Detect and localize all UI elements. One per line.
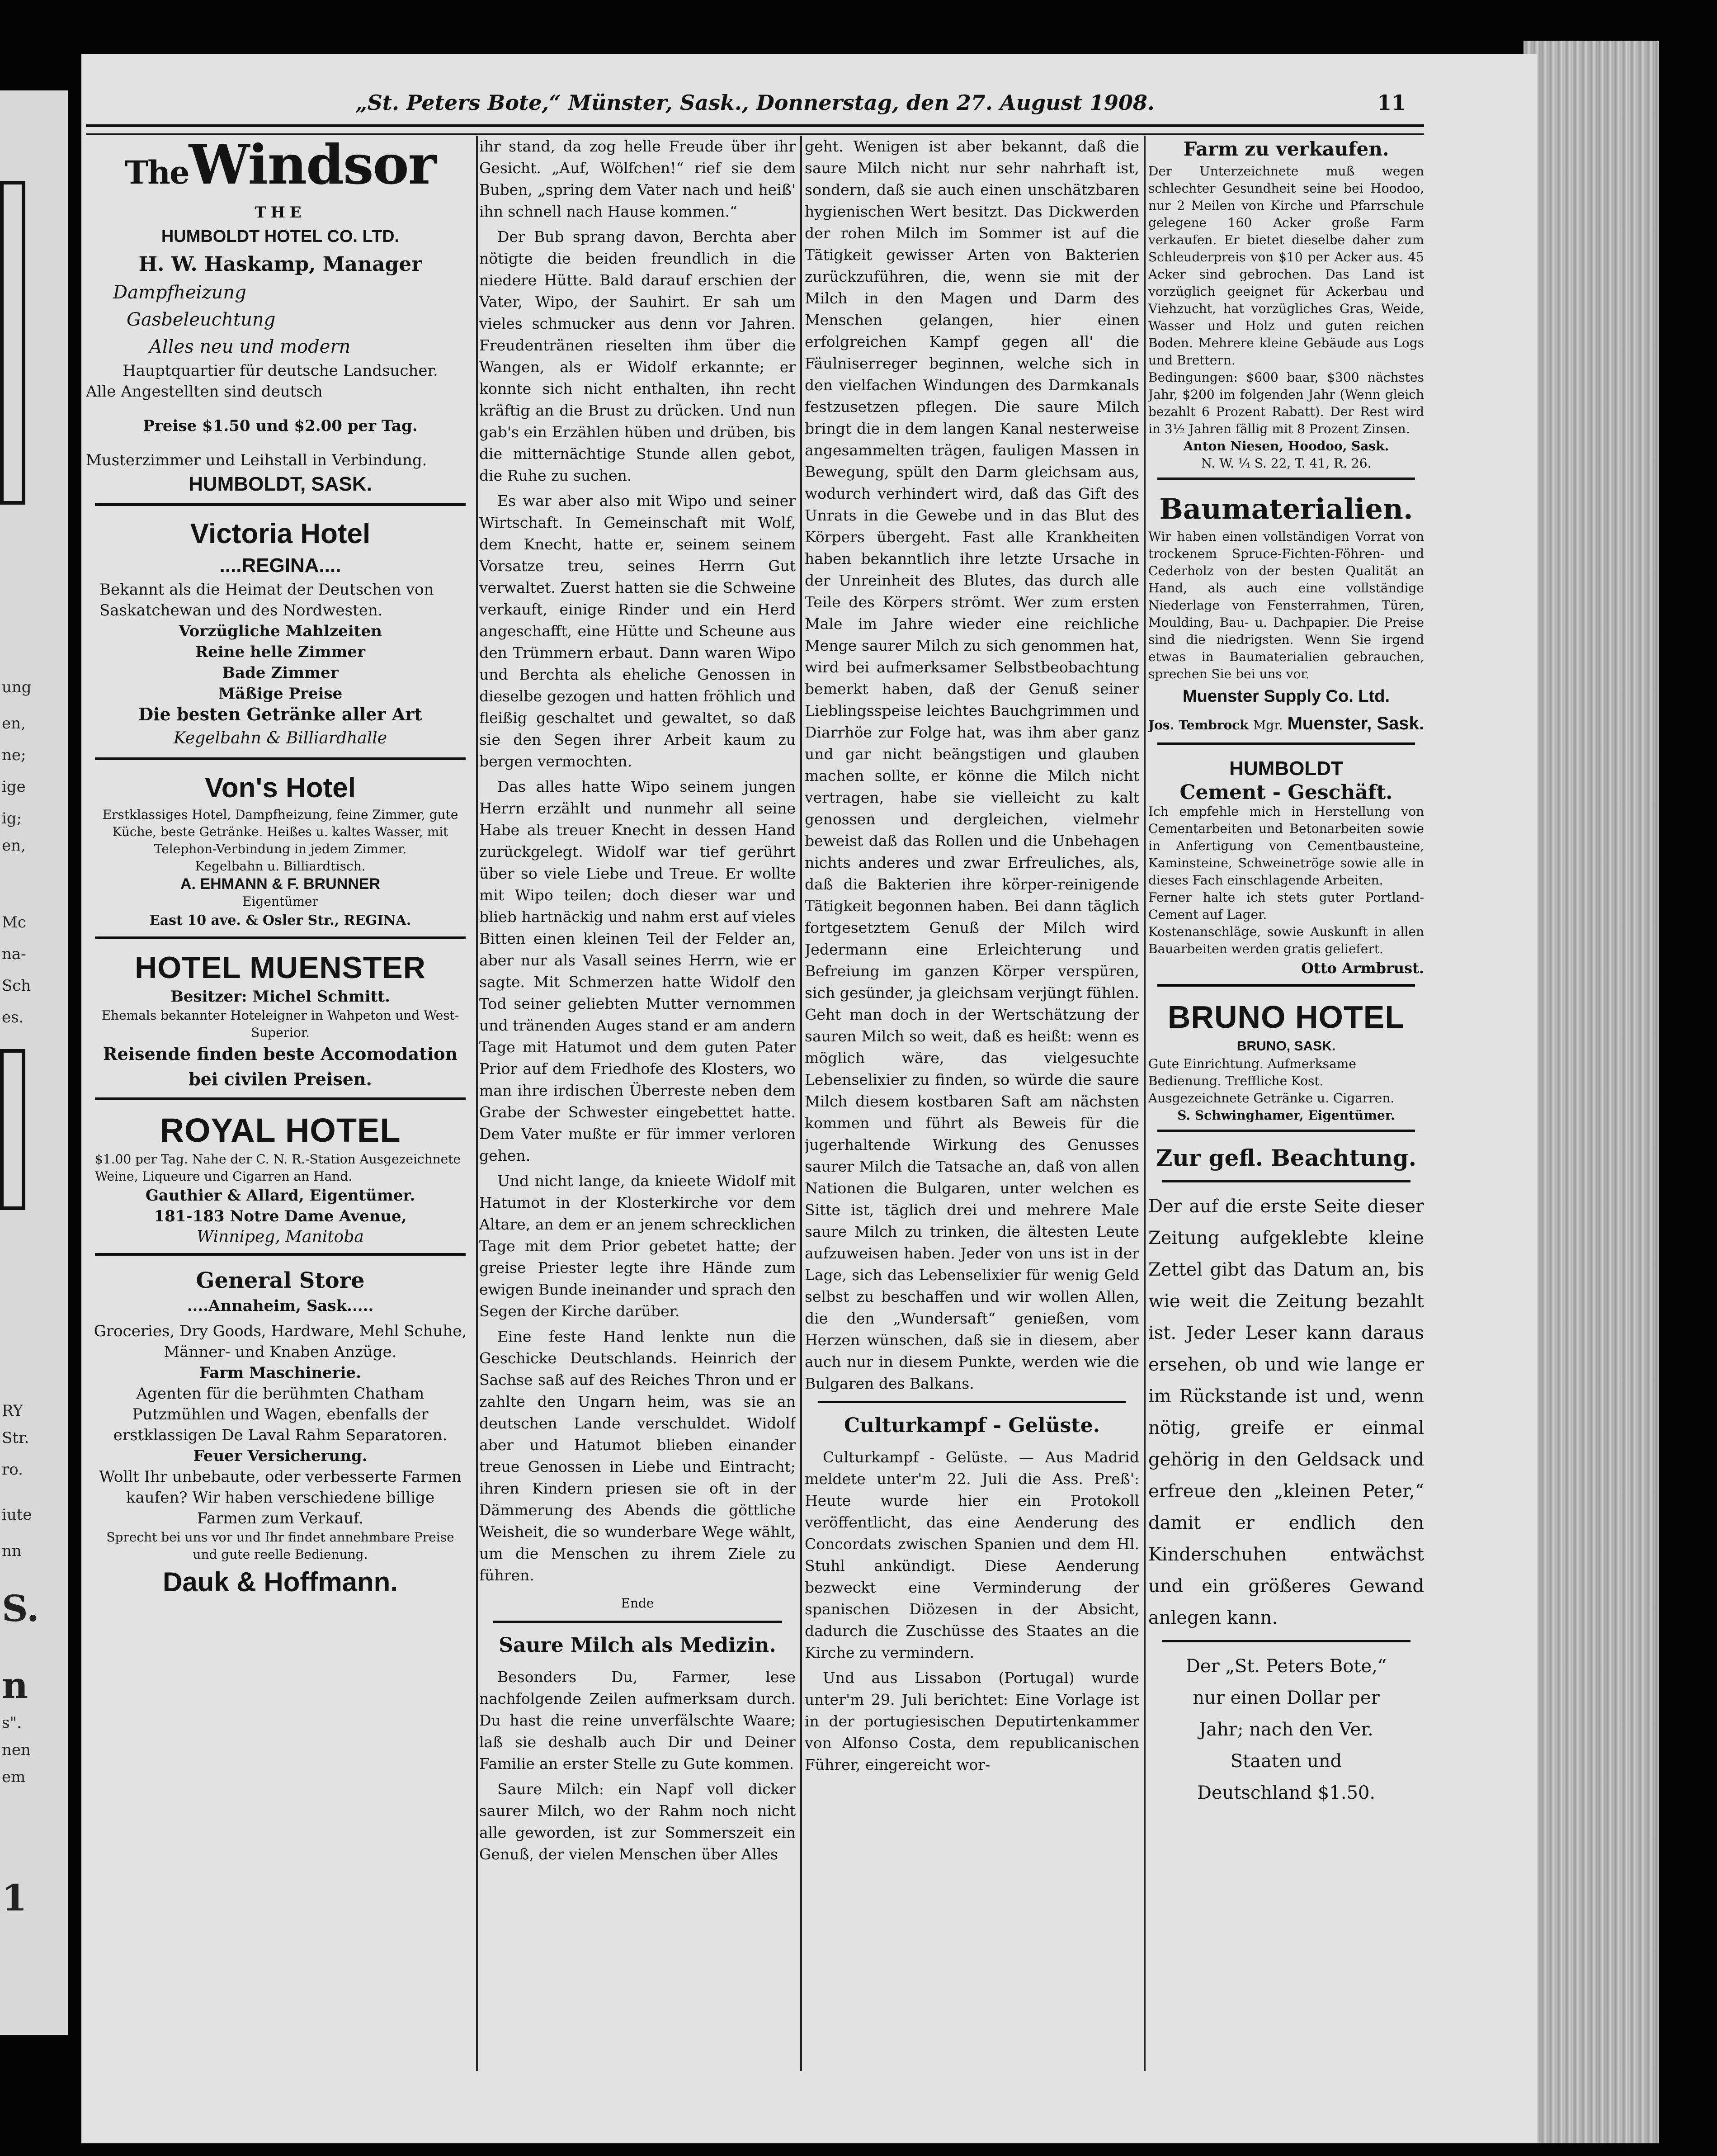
- story-paragraph: ihr stand, da zog helle Freude über ihr Gesicht. „Auf, Wölfchen!“ rief sie dem Buben, „spring dem Vater nach und heiß' ihn schnell nach Hause kommen.“: [479, 137, 796, 220]
- ad-hotel-muenster: [86, 949, 475, 1092]
- left-page-text: en,: [2, 714, 26, 733]
- left-page-text: nen: [2, 1741, 31, 1759]
- general-store-place: ....Annaheim, Sask.....: [187, 1297, 374, 1315]
- vons-kegel: Kegelbahn u. Billiardtisch.: [195, 859, 366, 874]
- left-page-text: Sch: [2, 977, 31, 995]
- victoria-line: Reine helle Zimmer: [195, 643, 365, 661]
- separator: [95, 1097, 466, 1105]
- masthead-rule: [86, 124, 1424, 135]
- windsor-manager: H. W. Haskamp, Manager: [138, 253, 422, 276]
- separator: [95, 757, 466, 765]
- left-page-text: es.: [2, 1008, 24, 1026]
- victoria-name: Victoria Hotel: [190, 518, 371, 549]
- victoria-line: Die besten Getränke aller Art: [138, 704, 422, 724]
- windsor-prices: Preise $1.50 und $2.00 per Tag.: [143, 417, 418, 435]
- story-paragraph: Das alles hatte Wipo seinem jungen Herrn erzählt und nunmehr all seine Habe als treuer Knecht in dessen Hand zurückgelegt. Widolf war tief gerührt über so viele Liebe und Treue. Er wollte mit Wipo teilen; doch dieser war und blieb hartnäckig und nahm erst auf vieles Bitten einen kleinen Teil der Felder an, aber nur als Vasall seines Herrn, wie er sagte. Mit Schmerzen hatte Widolf den Tod seiner geliebten Mutter vernommen und tränenden Auges stand er am andern Tage mit Hatumot und dem guten Pater Prior auf dem Friedhofe des Klosters, wo man ihre irdischen Überreste neben dem Grabe der Schwester eingebettet hatte. Dem Vater mußte er für immer verloren gehen.: [479, 778, 796, 1164]
- farm-text: Der Unterzeichnete muß wegen schlechter Gesundheit seine bei Hoodoo, nur 2 Meilen von Kirche und Pfarrschule gelegene 160 Acker große Farm verkaufen. Er bietet dieselbe daher zum Schleuderpreis von $10 per Acker aus. 45 Acker sind gebrochen. Das Land ist vorzüglich geeignet für Ackerbau und Viehzucht, hat vorzügliches Gras, Weide, Wasser und Holz und guten reichen Boden. Mehrere kleine Gebäude aus Logs und Brettern.: [1148, 164, 1424, 368]
- left-page-text: Str.: [2, 1429, 29, 1447]
- ad-royal-hotel: [86, 1110, 475, 1248]
- book-page-edge: [1524, 41, 1659, 2143]
- ad-baumaterialien: [1148, 490, 1424, 737]
- left-page-text: Mc: [2, 913, 26, 931]
- cement-signature: Otto Armbrust.: [1301, 960, 1424, 977]
- royal-owners: Gauthier & Allard, Eigentümer.: [145, 1187, 415, 1205]
- farm-location: N. W. ¼ S. 22, T. 41, R. 26.: [1201, 456, 1372, 471]
- article-paragraph: Und aus Lissabon (Portugal) wurde unter'm 29. Juli berichtet: Eine Vorlage ist in der portugiesischen Deputirtenkammer von Alfonso Costa, dem republicanischen Führer, eingereicht wor-: [805, 1669, 1139, 1773]
- general-store-title: General Store: [196, 1268, 365, 1293]
- separator: [1157, 478, 1415, 485]
- windsor-line: Dampfheizung: [113, 282, 246, 303]
- victoria-line: Mäßige Preise: [218, 685, 343, 703]
- column-notices: [1148, 136, 1424, 2071]
- notice-subscription: [1148, 1142, 1424, 1809]
- victoria-line: Vorzügliche Mahlzeiten: [179, 622, 382, 640]
- notice-title: Zur gefl. Beachtung.: [1156, 1144, 1416, 1171]
- subscription-text: Der „St. Peters Bote,“ nur einen Dollar per Jahr; nach den Ver. Staaten und Deutschland $1.50.: [1185, 1656, 1387, 1803]
- article-paragraph: Besonders Du, Farmer, lese nachfolgende Zeilen aufmerksam durch. Du hast die reine unverfälschte Waare; laß sie deshalb auch Dir und Deiner Familie an erster Stelle zu Gute kommen.: [479, 1668, 796, 1773]
- left-page-fragment: [0, 90, 68, 2035]
- left-page-text: na-: [2, 945, 26, 963]
- left-page-box: [0, 181, 25, 505]
- ad-humboldt-cement: [1148, 755, 1424, 979]
- farm-seller: Anton Niesen, Hoodoo, Sask.: [1183, 439, 1389, 454]
- royal-city: Winnipeg, Manitoba: [197, 1228, 364, 1246]
- ad-vons-hotel: [86, 770, 475, 931]
- vons-address: East 10 ave. & Osler Str., REGINA.: [149, 913, 411, 928]
- left-page-text: RY: [2, 1402, 23, 1420]
- left-page-text: iute: [2, 1506, 32, 1524]
- article-title: Saure Milch als Medizin.: [499, 1634, 776, 1657]
- windsor-logo: [86, 136, 475, 202]
- vons-owners-title: Eigentümer: [242, 894, 318, 909]
- left-page-text: S.: [2, 1587, 39, 1630]
- muenster-owner: Besitzer: Michel Schmitt.: [170, 988, 390, 1006]
- bruno-owner: S. Schwinghamer, Eigentümer.: [1177, 1108, 1395, 1123]
- general-store-insurance: Wollt Ihr unbebaute, oder verbesserte Farmen kaufen? Wir haben verschiedene billige Farmen zum Verkauf.: [99, 1468, 462, 1527]
- article-paragraph: geht. Wenigen ist aber bekannt, daß die saure Milch nicht nur sehr nahrhaft ist, sondern, daß sie auch einen unschätzbaren hygienischen Wert besitzt. Das Dickwerden der rohen Milch im Sommer ist auf die Tätigkeit gewisser Arten von Bakterien zurückzuführen, die, wenn sie mit der Milch in den Magen und Darm des Menschen gelangen, hier einen erfolgreichen Kampf gegen all' die Fäulniserreger beginnen, welche sich in den vielfachen Windungen des Darmkanals festzusetzen pflegen. Die saure Milch bringt die in dem langen Kanal nesterweise angesammelten trägen, fauligen Massen in Bewegung, spült den Darm gleichsam aus, wodurch verhindert wird, daß das Gift des Unrats in die Gewebe und in das Blut des Körpers übergeht. Fast alle Krankheiten haben bekanntlich ihre letzte Ursache in der Unreinheit des Blutes, das durch alle Teile des Körpers strömt. Wer zum ersten Male im Jahre wieder eine reichliche Menge saurer Milch zu sich genommen hat, wird bei aufmerksamer Selbstbeobachtung bemerkt haben, daß der Genuß seiner Lieblingsspeise leichtes Bauchgrimmen und Diarrhöe zur Folge hat, was ihm aber ganz und gar nicht beängstigen und glauben machen sollte, er könne die Milch nicht vertragen, habe sie vielleicht zu kalt genossen und dergleichen, vielmehr beweist daß das Rollen und die Unbehagen nichts anderes und zwar Erfreuliches, als, daß die Bakterien ihre körper-reinigende Tätigkeit begonnen haben. Bei dann täglich fortgesetztem Genuß der Milch wird Jedermann eine Erleichterung und Befreiung im ganzen Körper verspüren, sich gesünder, ja gleichsam verjüngt fühlen. Geht man doch in der Wertschätzung der sauren Milch so weit, daß es heißt: wenn es möglich wäre, das vielgesuchte Lebenselixier zu finden, so würde die saure Milch diesem kostbaren Saft am nächsten kommen und führt als Beweis für die jugerhaltende Wirkung des Genusses saurer Milch die Tatsache an, daß von allen Nationen die Bulgaren, unter welchen es Sitte ist, täglich drei und mehrere Male saure Milch zu trinken, die ältesten Leute aufzuweisen haben. Jeder von uns ist in der Lage, sich das Lebenselixier für wenig Geld selbst zu beschaffen und wir wollen Allen, die den „Wundersaft“ genießen, vom Herzen wünschen, daß sie in diesem, aber auch nur in diesem Punkte, werden wie die Bulgaren des Balkans.: [805, 137, 1139, 1392]
- muenster-slogan: Reisende finden beste Accomodation bei civilen Preisen.: [103, 1044, 458, 1089]
- general-store-machines: Agenten für die berühmten Chatham Putzmühlen und Wagen, ebenfalls der erstklassigen De Laval Rahm Separatoren.: [113, 1385, 448, 1444]
- article-paragraph: Culturkampf - Gelüste. — Aus Madrid meldete unter'm 22. Juli die Ass. Preß': Heute wurde hier ein Protokoll veröffentlicht, das eine Aenderung des Concordats zwischen Spanien und dem Hl. Stuhl ankündigt. Diese Aenderung bezweckt eine Verminderung der spanischen Diözesen in der Absicht, dadurch die Zuschüsse des Staates an die Kirche zu vermindern.: [805, 1448, 1139, 1661]
- bruno-city: BRUNO, SASK.: [1236, 1039, 1336, 1054]
- story-paragraph: Es war aber also mit Wipo und seiner Wirtschaft. In Gemeinschaft mit Wolf, dem Knecht, hatte er, seinem seinem Vorsatze treu, seines Herrn Gut verwaltet. Zuerst hatten sie die Schweine verkauft, einige Rinder und ein Herd angeschafft, eine Hütte und Scheune aus den Trümmern erbaut. Dann waren Wipo und Berchta als eheliche Genossen in dieselbe gezogen und hatten fröhlich und fleißig geschaltet und gewaltet, so daß sie den Segen ihrer Arbeit kaum zu bergen vermochten.: [479, 492, 796, 770]
- left-page-box: [0, 1049, 25, 1210]
- left-page-text: ne;: [2, 746, 26, 764]
- cement-text: Kostenanschläge, sowie Auskunft in allen Bauarbeiten werden gratis geliefert.: [1148, 924, 1424, 956]
- left-page-text: s".: [2, 1714, 22, 1732]
- left-page-text: en,: [2, 837, 26, 855]
- windsor-line: Gasbeleuchtung: [127, 309, 276, 330]
- left-page-text: ung: [2, 678, 32, 696]
- separator: [1157, 1130, 1415, 1137]
- general-store-call: Sprecht bei uns vor und Ihr findet annehmbare Preise und gute reelle Bedienung.: [106, 1530, 454, 1562]
- story-paragraph: Eine feste Hand lenkte nun die Geschicke Deutschlands. Heinrich der Sachse saß auf des Reiches Thron und er zahlte den Ungarn heim, was sie an deutschen Lande verschuldet. Widolf aber und Hatumot blieben einander treue Genossen in Liebe und Eintracht; ihren Kindern priesen sie oft in der Dämmerung des Abends die göttliche Weisheit, die so wunderbare Wege wählt, um die Menschen zu ihrem Ziele zu führen.: [479, 1328, 796, 1584]
- masthead-line: „St. Peters Bote,“ Münster, Sask., Donnerstag, den 27. August 1908.: [355, 90, 1155, 115]
- vons-name: Von's Hotel: [205, 772, 356, 804]
- ad-general-store: [86, 1266, 475, 1601]
- general-store-machines-head: Farm Maschinerie.: [199, 1364, 361, 1382]
- article-paragraph: Saure Milch: ein Napf voll dicker saurer Milch, wo der Rahm noch nicht alle geworden, ist zur Sommerszeit ein Genuß, der vielen Menschen über Alles: [479, 1780, 796, 1863]
- cement-text: Ich empfehle mich in Herstellung von Cementarbeiten und Betonarbeiten sowie in Anfertigung von Cementbausteine, Kaminsteine, Schweinetröge sowie alle in dieses Fach einschlagende Arbeiten.: [1148, 804, 1424, 888]
- windsor-line: Alle Angestellten sind deutsch: [86, 383, 323, 401]
- windsor-city: HUMBOLDT, SASK.: [189, 473, 372, 495]
- left-page-text: ige: [2, 778, 26, 796]
- general-store-firm: Dauk & Hoffmann.: [162, 1567, 398, 1597]
- column-story: [479, 136, 796, 2071]
- separator: [95, 1253, 466, 1260]
- left-page-text: nn: [2, 1542, 22, 1560]
- story-paragraph: Und nicht lange, da knieete Widolf mit Hatumot in der Klosterkirche vor dem Altare, an dem er an jenem schrecklichen Tage mit dem Prior gebetet hatte; der greise Priester legte ihre Hände zum ewigen Bunde ineinander und sprach den Segen der Kirche darüber.: [479, 1172, 796, 1320]
- windsor-name: Windsor: [189, 136, 436, 197]
- cement-title: HUMBOLDT: [1229, 757, 1343, 780]
- separator: [95, 936, 466, 944]
- bruno-name: BRUNO HOTEL: [1167, 999, 1405, 1035]
- story-end: Ende: [621, 1596, 654, 1611]
- farm-terms: Bedingungen: $600 baar, $300 nächstes Jahr, $200 im folgenden Jahr (Wenn gleich bezahlt 6 Prozent Rabatt). Der Rest wird in 3½ Jahren fällig mit 8 Prozent Zinsen.: [1148, 370, 1424, 436]
- baumaterial-title: Baumaterialien.: [1159, 492, 1413, 525]
- column-rule: [476, 136, 478, 2071]
- left-page-text: n: [2, 1664, 28, 1707]
- baumaterial-manager-title: Mgr.: [1253, 718, 1283, 733]
- muenster-former: Ehemals bekannter Hoteleigner in Wahpeton und West-Superior.: [101, 1008, 459, 1040]
- farm-title: Farm zu verkaufen.: [1183, 138, 1389, 160]
- cement-text: Ferner halte ich stets guter Portland-Cement auf Lager.: [1148, 890, 1424, 922]
- column-rule: [1144, 136, 1146, 2071]
- left-page-text: 1: [2, 1877, 27, 1919]
- article-rule: [818, 1401, 1126, 1403]
- ad-bruno-hotel: [1148, 997, 1424, 1124]
- baumaterial-manager: Jos. Tembrock: [1148, 718, 1249, 733]
- left-page-text: ig;: [2, 809, 22, 827]
- column-articles: [805, 136, 1139, 2071]
- victoria-city: ....REGINA....: [219, 554, 341, 577]
- vons-owners: A. EHMANN & F. BRUNNER: [180, 875, 380, 893]
- baumaterial-city: Muenster, Sask.: [1287, 714, 1424, 733]
- royal-name: ROYAL HOTEL: [160, 1111, 401, 1149]
- separator: [95, 503, 466, 511]
- notice-rule: [1162, 1180, 1410, 1182]
- windsor-company: HUMBOLDT HOTEL CO. LTD.: [161, 227, 400, 246]
- ad-farm-for-sale: [1148, 136, 1424, 472]
- cement-subtitle: Cement - Geschäft.: [1179, 781, 1393, 804]
- windsor-the: The: [125, 154, 189, 191]
- windsor-line: Hauptquartier für deutsche Landsucher.: [123, 362, 438, 380]
- notice-text: Der auf die erste Seite dieser Zeitung aufgeklebte kleine Zettel gibt das Datum an, bis wie weit die Zeitung bezahlt ist. Jeder Leser kann daraus ersehen, ob und wie lange er im Rückstande ist und, wenn nötig, greife er einmal gehörig in den Geldsack und erfreue den „kleinen Peter,“ damit er endlich den Kinderschuhen entwächst und ein größeres Gewand anlegen kann.: [1148, 1196, 1424, 1628]
- baumaterial-firm: Muenster Supply Co. Ltd.: [1182, 687, 1390, 706]
- separator: [1157, 742, 1415, 750]
- windsor-the-label: THE: [255, 203, 306, 222]
- general-store-insurance-head: Feuer Versicherung.: [193, 1447, 368, 1465]
- ad-victoria-hotel: [86, 516, 475, 752]
- left-page-text: em: [2, 1768, 26, 1786]
- column-rule: [800, 136, 802, 2071]
- ad-windsor: [86, 136, 475, 498]
- windsor-line: Musterzimmer und Leihstall in Verbindung.: [86, 451, 427, 469]
- separator: [1157, 984, 1415, 991]
- page-number: 11: [1377, 90, 1406, 115]
- article-title: Culturkampf - Gelüste.: [844, 1414, 1100, 1437]
- general-store-goods: Groceries, Dry Goods, Hardware, Mehl Schuhe, Männer- und Knaben Anzüge.: [94, 1322, 467, 1361]
- notice-rule: [1162, 1640, 1410, 1642]
- windsor-line: Alles neu und modern: [149, 336, 351, 357]
- muenster-name: HOTEL MUENSTER: [135, 950, 426, 985]
- royal-text: $1.00 per Tag. Nahe der C. N. R.-Station Ausgezeichnete Weine, Liqueure und Cigarren an Hand.: [95, 1152, 461, 1184]
- masthead: [90, 90, 1420, 118]
- left-page-text: ro.: [2, 1461, 23, 1479]
- victoria-line: Kegelbahn & Billiardhalle: [173, 729, 387, 747]
- royal-address: 181-183 Notre Dame Avenue,: [154, 1207, 407, 1225]
- baumaterial-text: Wir haben einen vollständigen Vorrat von trockenem Spruce-Fichten-Föhren- und Cederholz von der besten Qualität an Hand, als auch eine vollständige Niederlage von Fensterrahmen, Türen, Moulding, Bau- u. Dachpapier. Die Preise sind die niedrigsten. Wenn Sie irgend etwas in Baumaterialien gebrauchen, sprechen Sie bei uns vor.: [1148, 529, 1424, 681]
- victoria-text: Bekannt als die Heimat der Deutschen von Saskatchewan und des Nordwesten.: [99, 581, 434, 619]
- article-rule: [493, 1621, 782, 1623]
- baumaterial-footer: [1148, 710, 1424, 737]
- bruno-text: Gute Einrichtung. Aufmerksame Bedienung. Treffliche Kost. Ausgezeichnete Getränke u. Cigarren.: [1148, 1056, 1395, 1106]
- column-advertisements: [86, 136, 475, 2071]
- victoria-line: Bade Zimmer: [222, 664, 339, 682]
- story-paragraph: Der Bub sprang davon, Berchta aber nötigte die beiden freundlich in die niedere Hütte. Bald darauf erschien der Vater, Wipo, der Sauhirt. Er sah um vieles schmucker aus denn vor Jahren. Freudentränen rieselten ihm über die Wangen, als er Widolf erkannte; er konnte sich nicht enthalten, ihn recht kräftig an die Brust zu drücken. Und nun gab's ein Erzählen hüben und drüben, bis die mitternächtige Stunde allen gebot, die Ruhe zu suchen.: [479, 228, 796, 484]
- vons-text: Erstklassiges Hotel, Dampfheizung, feine Zimmer, gute Küche, beste Getränke. Heißes u. kaltes Wasser, mit Telephon-Verbindung in jedem Zimmer.: [102, 807, 458, 856]
